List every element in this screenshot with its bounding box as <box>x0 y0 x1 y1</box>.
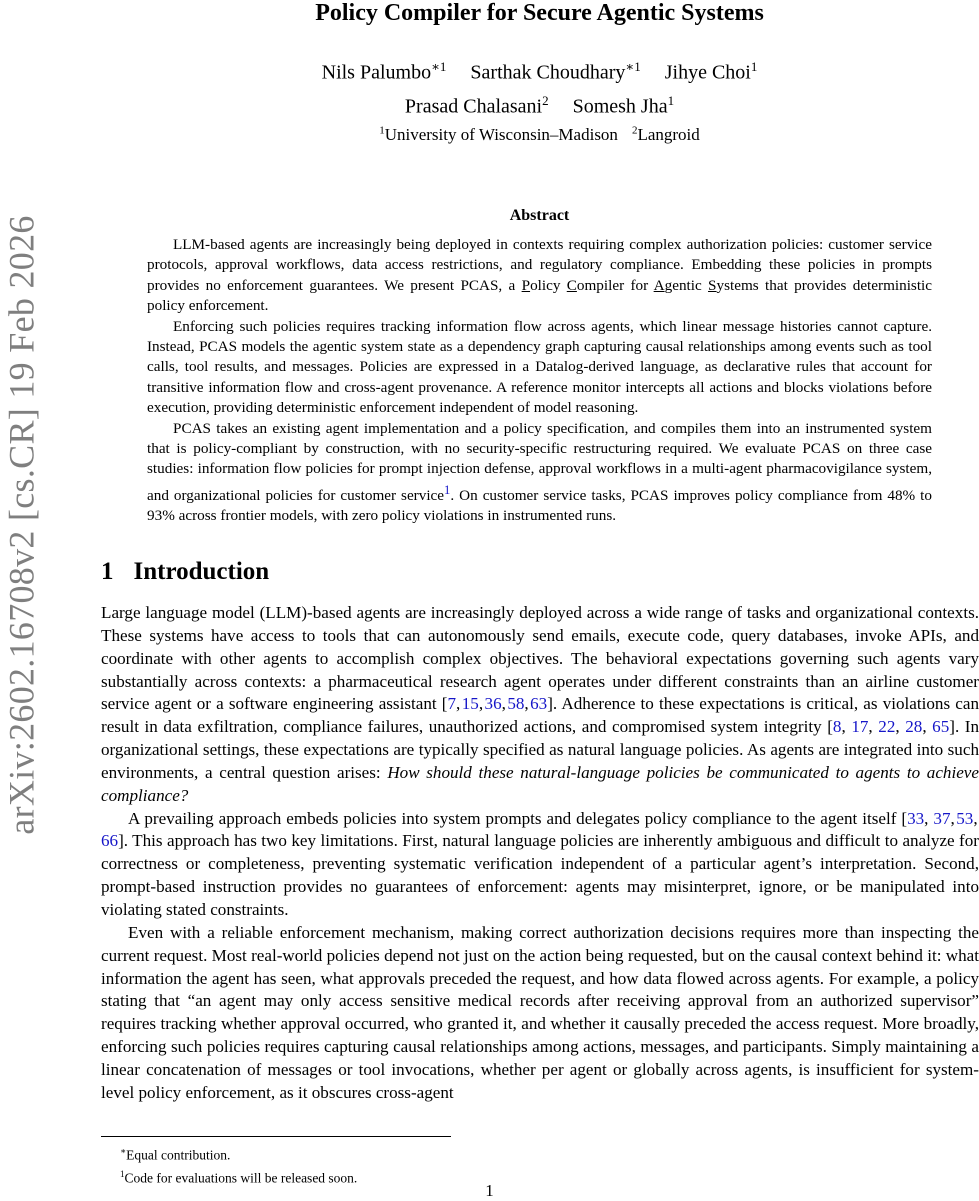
citation-link[interactable]: 28 <box>905 717 923 737</box>
citation-link[interactable]: 65 <box>932 717 950 737</box>
abstract-heading: Abstract <box>509 207 570 224</box>
paper-title: Policy Compiler for Secure Agentic Systems <box>315 0 764 26</box>
footnote-link[interactable]: 1 <box>444 482 451 497</box>
body-paragraph: Large language model (LLM)-based agents are increasingly deployed across a wide range of tasks and organizational contexts. These systems have access to tools that can autonomously send emails, execute code, query databases, invoke APIs, and coordinate with other agents to accomplish complex objectives. The behavioral expectations governing such agents vary substantially across contexts: a pharmaceutical research agent operates under different constraints than an airline customer service agent or a software engineering assistant [7, 15, 36, 58, 63]. Adherence to these expectations is critical, as violations can result in data exfiltration, compliance failures, unauthorized actions, and compromised system integrity [8, 17, 22, 28, 65]. In organizational settings, these expectations are typically specified as natural language policies. As agents are integrated into such environments, a central question arises: How should these natural-language policies be communicated to agents to achieve compliance? <box>101 603 979 805</box>
citation-link[interactable]: 66 <box>101 831 119 851</box>
footnote-rule <box>101 1136 451 1137</box>
citation-link[interactable]: 15 <box>461 694 479 714</box>
affiliation: $^2$Langroid <box>631 124 700 144</box>
body-paragraph: A prevailing approach embeds policies into system prompts and delegates policy compliance to the agent itself [33, 37, 53, 66]. This approach has two key limitations. First, natural language policies are inherently ambiguous and difficult to analyze for correctness or completeness, preventing systematic verification independent of a particular agent’s interpretation. Second, prompt-based instruction provides no guarantees of enforcement: agents may misinterpret, ignore, or be manipulated into violating stated constraints. <box>101 808 979 919</box>
section-heading: 1 Introduction <box>101 558 270 585</box>
footnote: $^1$Code for evaluations will be released soon. <box>120 1168 358 1185</box>
affiliation: $^1$University of Wisconsin–Madison <box>379 124 618 144</box>
citation-link[interactable]: 63 <box>530 694 548 714</box>
citation-link[interactable]: 7 <box>447 694 457 714</box>
intro-body <box>101 602 979 1105</box>
page-number: 1 <box>485 1181 494 1200</box>
author: Jihye Choi$^1$ <box>664 59 758 84</box>
citation-link[interactable]: 58 <box>507 694 525 714</box>
footnote: ∗Equal contribution. <box>120 1146 231 1163</box>
citation-link[interactable]: 8 <box>832 717 842 737</box>
author: Sarthak Choudhary$^{∗1}$ <box>470 59 641 84</box>
author: Prasad Chalasani$^2$ <box>404 92 549 118</box>
body-paragraph: Even with a reliable enforcement mechanism, making correct authorization decisions requires more than inspecting the current request. Most real-world policies depend not just on the action being requested, but on the causal context behind it: what information the agent has seen, what approvals preceded the request, and how data flowed across agents. For example, a policy stating that “an agent may only access sensitive medical records after receiving approval from an authorized supervisor” requires tracking whether approval occurred, who granted it, and whether it causally preceded the access request. More broadly, enforcing such policies requires capturing causal relationships among actions, messages, and participants. Simply maintaining a linear concatenation of messages or tool invocations, whether per agent or globally across agents, is insufficient for system-level policy enforcement, as it obscures cross-agent <box>101 922 979 1102</box>
citation-link[interactable]: 17 <box>851 717 869 737</box>
citation-link[interactable]: 36 <box>484 694 502 714</box>
author-list <box>100 53 979 120</box>
abstract-paragraph: PCAS takes an existing agent implementation and a policy specification, and compiles them into an instrumented system that is policy-compliant by construction, with no security-specific restructuring required. We evaluate PCAS on three case studies: information flow policies for prompt injection defense, approval workflows in a multi-agent pharmacovigilance system, and organizational policies for customer service$^1$. On customer service tasks, PCAS improves policy compliance from 48% to 93% across frontier models, with zero policy violations in instrumented runs. <box>147 419 932 525</box>
abstract <box>147 235 932 527</box>
abstract-paragraph: Enforcing such policies requires tracking information flow across agents, which linear message histories cannot capture. Instead, PCAS models the agentic system state as a dependency graph capturing causal relationships among events such as tool calls, tool results, and messages. Policies are expressed in a Datalog-derived language, as declarative rules that account for transitive information flow and cross-agent provenance. A reference monitor intercepts all actions and blocks violations before execution, providing deterministic enforcement independent of model reasoning. <box>147 317 932 417</box>
abstract-paragraph: LLM-based agents are increasingly being deployed in contexts requiring complex authorization policies: customer service protocols, approval workflows, data access restrictions, and regulatory compliance. Embedding these policies in prompts provides no enforcement guarantees. We present PCAS, a Policy Compiler for Agentic Systems that provides deterministic policy enforcement. <box>147 236 933 315</box>
arxiv-stamp <box>0 200 44 850</box>
affiliations <box>100 119 979 146</box>
author: Nils Palumbo$^{∗1}$ <box>321 59 447 84</box>
arxiv-id: arXiv:2602.16708v2 [cs.CR] 19 Feb 2026 <box>2 215 43 835</box>
citation-link[interactable]: 33 <box>907 808 925 828</box>
citation-link[interactable]: 53 <box>956 808 974 828</box>
citation-link[interactable]: 22 <box>878 717 896 737</box>
author: Somesh Jha$^1$ <box>572 92 675 118</box>
citation-link[interactable]: 37 <box>933 808 951 828</box>
footnotes <box>120 1136 451 1187</box>
